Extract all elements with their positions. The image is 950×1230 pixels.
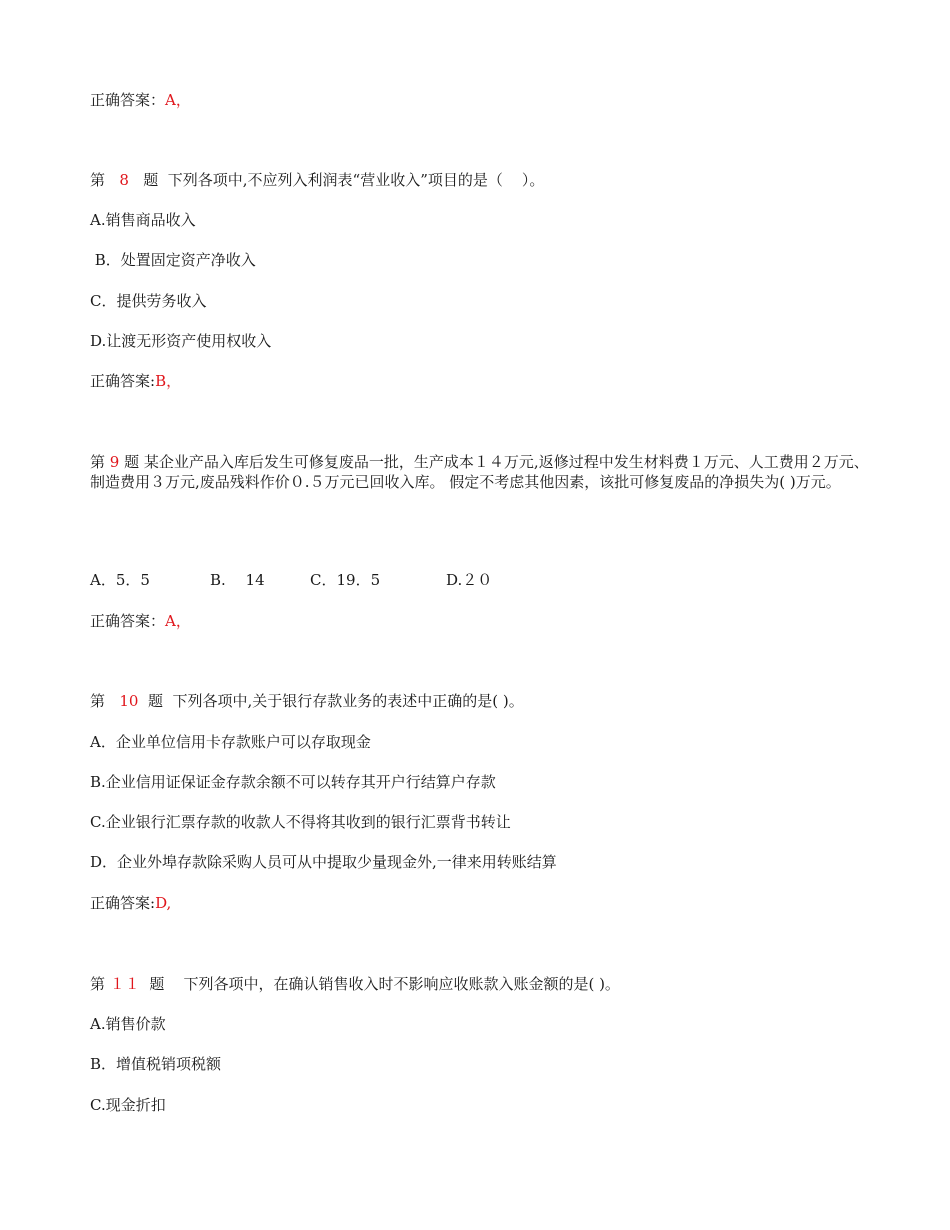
option-8-d: D.让渡无形资产使用权收入 [90, 332, 272, 350]
answer-label: 正确答案: [90, 372, 156, 390]
question-suffix: 题 [143, 171, 159, 189]
option-9-a: A．5．5 [90, 571, 150, 589]
answer-value: A， [165, 612, 191, 630]
answer-line-7 [90, 90, 191, 110]
answer-line-8 [90, 371, 181, 391]
answer-value: B， [155, 372, 182, 390]
question-11-stem [90, 974, 620, 994]
answer-label: 正确答案: [90, 894, 156, 912]
question-prefix: 第 [90, 692, 106, 710]
option-8-c: C．提供劳务收入 [90, 292, 207, 310]
question-prefix: 第 [90, 171, 106, 189]
answer-line-10 [90, 893, 171, 913]
option-10-d: D．企业外埠存款除采购人员可从中提取少量现金外,一律来用转账结算 [90, 853, 557, 871]
question-text: 下列各项中,关于银行存款业务的表述中正确的是( )。 [172, 692, 524, 710]
question-8-stem [90, 170, 544, 190]
option-9-c: C．19．5 [310, 571, 381, 589]
option-8-a: A.销售商品收入 [90, 211, 196, 229]
option-9-d: D.２０ [446, 571, 493, 589]
option-9-b: B. 14 [210, 571, 265, 589]
option-11-b: B．增值税销项税额 [90, 1055, 222, 1073]
question-number: 8 [119, 171, 129, 189]
option-8-b: B．处置固定资产净收入 [90, 251, 256, 269]
question-number: 10 [119, 692, 139, 710]
option-10-c: C.企业银行汇票存款的收款人不得将其收到的银行汇票背书转让 [90, 813, 511, 831]
question-suffix: 题 [147, 692, 163, 710]
option-11-c: C.现金折扣 [90, 1096, 166, 1114]
answer-label: 正确答案： [90, 91, 166, 109]
question-text: 下列各项中，在确认销售收入时不影响应收账款入账金额的是( )。 [183, 975, 620, 993]
option-10-b: B.企业信用证保证金存款余额不可以转存其开户行结算户存款 [90, 773, 496, 791]
question-9-stem [90, 452, 870, 492]
option-11-a: A.销售价款 [90, 1015, 166, 1033]
question-text: 某企业产品入库后发生可修复废品一批，生产成本１４万元,返修过程中发生材料费１万元、人工费用２万元、制造费用３万元,废品残料作价０.５万元已回收入库。 假定不考虑其他因素，该批可修复废品的净损失为( )万元。 [90, 453, 869, 491]
question-prefix: 第 [90, 975, 106, 993]
question-suffix: 题 [124, 453, 140, 471]
question-number: 9 [109, 453, 120, 471]
answer-line-9 [90, 611, 191, 631]
answer-value: A， [165, 91, 191, 109]
question-suffix: 题 [149, 975, 165, 993]
question-number: １１ [109, 975, 140, 993]
answer-label: 正确答案： [90, 612, 166, 630]
question-10-stem [90, 691, 524, 711]
question-text: 下列各项中,不应列入利润表“营业收入”项目的是（ ）。 [167, 171, 545, 189]
question-prefix: 第 [90, 453, 106, 471]
answer-value: D, [155, 894, 172, 912]
option-10-a: A．企业单位信用卡存款账户可以存取现金 [90, 733, 371, 751]
